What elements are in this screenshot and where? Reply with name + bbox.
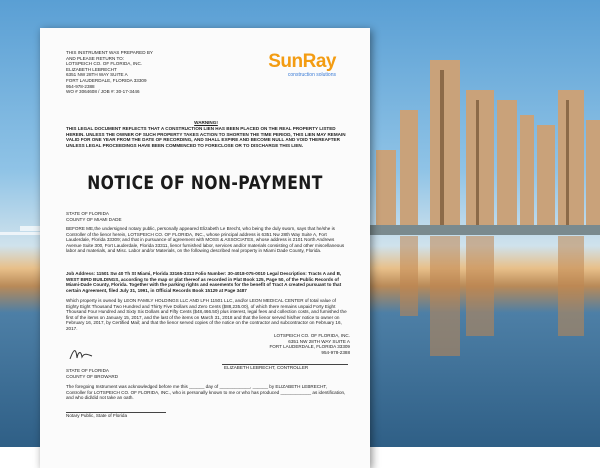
- logo-tagline: construction solutions: [287, 72, 336, 78]
- company-phone: 954-978-2388: [321, 349, 350, 355]
- prepared-by-line: THIS INSTRUMENT WAS PREPARED BY: [66, 50, 153, 55]
- ownership-paragraph: Which property is owned by LEON FAMILY HOLDINGS LLC AND LFH 11501 LLC, and/or LEON MEDICAL CENTER of total value of Eighty Eight Thousand Two Hundred and Thirty Five Dollars and Zero Cents ($88,235.00), of which there remains unpaid Forty Eight Thousand Four Hundred and Sixty Six Dollars and Fifty Cents ($48,466.50) plus interest, legal fees and collection costs, and furnished the first of the items on January 15, 2017, and the last of the items on March 31, 2018 and that the lienor served his/her notice to owner on February 16, 2017, by Certified Mail; and that the lienor served copies of the notice on the contractor and subcontractor on February 16, 2017.: [66, 298, 347, 331]
- job-details-paragraph: Job Address: 11501 Sw 40 Th St Miami, Florida 33165-3313 Folio Number: 30-4018-075-0010 Legal Description: Tracts A and B, WEST BIRD BUILDINGS, according to the map or plat thereof as recorded in Plat Book 125, Page 50, of the Public Records of Miami-Dade County, Florida. Together with the parking rights and easements for the benefit of Tract A created pursuant to that certain Agreement, filed July 31, 1991, in Official Records Book 15129 at Page 3487: [66, 271, 342, 293]
- document-title: NOTICE OF NON-PAYMENT: [87, 172, 323, 194]
- sworn-statement-paragraph: BEFORE ME,the undersigned notary public, personally appeared Elizabeth Le Brecht, who being the duly sworn, says that he/she is Controller of the lienor herein, LOTSPEICH CO. OF FLORIDA, INC., whose principal address is 6351 Nw 28th Way Suite A, Fort Lauderdale, Florida 33309; and that in pursuance of agreement with MOSS & ASSOCIATES, whose address is 2101 North Andrews Avenue Suite 300, Fort Lauderdale, Florida 33311, lienor furnished labor, services and/or materials consisting of and other miscellaneous labor and materials, and Misc. Labor and/or Materials, on the following described real property in Miami Dade County, Florida.: [66, 226, 345, 254]
- prepared-by-line: 954-978-2388: [66, 83, 95, 89]
- county-block: [66, 211, 216, 222]
- logo-name: SunRay: [268, 51, 336, 72]
- warning-title: WARNING!: [194, 120, 218, 125]
- sunray-logo: [254, 52, 336, 78]
- county-block-broward: [66, 368, 216, 379]
- handwritten-signature-icon: [68, 346, 94, 362]
- warning-text: THIS LEGAL DOCUMENT REFLECTS THAT A CONSTRUCTION LIEN HAS BEEN PLACED ON THE REAL PROPERTY LISTED HEREIN. UNLESS THE OWNER OF SUCH PROPERTY TAKES ACTION TO SHORTEN THE TIME PERIOD, THIS LIEN MAY REMAIN VALID FOR ONE YEAR FROM THE DATE OF RECORDING, AND SHALL EXPIRE AND BECOME NULL AND VOID THEREAFTER UNLESS LEGAL PROCEEDINGS HAVE BEEN COMMENCED TO FORECLOSE OR TO DISCHARGE THIS LIEN.: [66, 126, 346, 148]
- company-name: LOTSPEICH CO. OF FLORIDA, INC.: [273, 333, 350, 338]
- prepared-by-line: AND PLEASE RETURN TO:: [66, 55, 125, 61]
- prepared-by-line: 6351 NW 28TH WAY SUITE A: [66, 72, 128, 78]
- state-line: STATE OF FLORIDA: [66, 211, 109, 216]
- prepared-by-line: ELIZABETH LEBRECHT: [66, 66, 117, 72]
- prepared-by-line: LOTSPEICH CO. OF FLORIDA, INC.: [66, 61, 143, 67]
- prepared-by-line: WO # 3064608 / JOB #: 30-17-3446: [66, 89, 140, 95]
- state-line: STATE OF FLORIDA: [66, 368, 109, 373]
- county-line: COUNTY OF BROWARD: [66, 373, 119, 379]
- prepared-by-line: FORT LAUDERDALE, FLORIDA 33309: [66, 77, 147, 83]
- notice-document: [40, 28, 370, 468]
- acknowledgment-paragraph: The foregoing Instrument was acknowledged before me this ______ day of ____________, ______ by ELIZABETH LEBRECHT, Controller for LOTSPEICH CO. OF FLORIDA, INC., who is personally known to me or who has produced ____________ as identification, and who did/did not take an oath.: [66, 384, 346, 401]
- lienor-signature-block: [240, 333, 350, 355]
- prepared-by-block: [66, 50, 216, 95]
- notary-label: Notary Public, State of Florida: [66, 413, 128, 418]
- signer-name: ELIZABETH LEBRECHT, CONTROLLER: [224, 365, 309, 370]
- county-line: COUNTY OF MIAMI DADE: [66, 216, 122, 222]
- company-address: 6351 NW 28TH WAY SUITE A: [288, 338, 350, 344]
- company-city: FORT LAUDERDALE, FLORIDA 33309: [269, 344, 350, 350]
